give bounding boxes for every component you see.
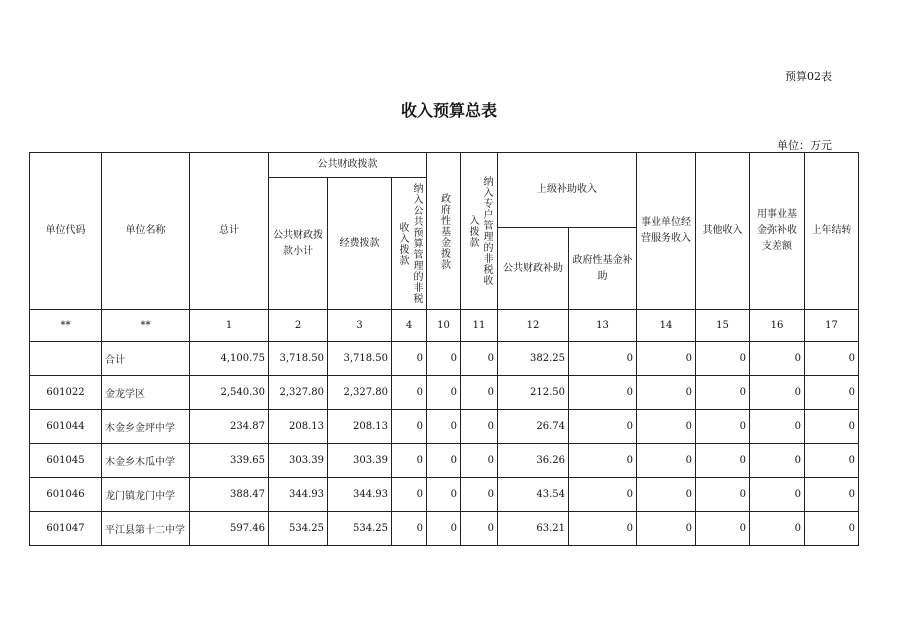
- table-number: 预算02表: [785, 70, 832, 83]
- cell-pf-funds: 344.93: [328, 478, 392, 512]
- cell-unit-name: 龙门镇龙门中学: [102, 478, 190, 512]
- column-index-cell: **: [30, 310, 102, 342]
- cell-nontax: 0: [392, 444, 427, 478]
- cell-pf-subtotal: 2,327.80: [269, 376, 328, 410]
- cell-enterprise-service: 0: [637, 410, 696, 444]
- column-index-cell: 15: [696, 310, 750, 342]
- cell-other-income: 0: [696, 410, 750, 444]
- header-fund-balance: 用事业基金弥补收支差额: [750, 153, 805, 310]
- table-row: [30, 342, 859, 376]
- cell-special-account: 0: [461, 512, 498, 546]
- cell-ss-gov-fund: 0: [569, 342, 637, 376]
- cell-pf-funds: 303.39: [328, 444, 392, 478]
- cell-other-income: 0: [696, 512, 750, 546]
- cell-ss-public: 212.50: [498, 376, 569, 410]
- cell-nontax: 0: [392, 376, 427, 410]
- unit-label: 单位：万元: [777, 139, 832, 152]
- column-index-cell: 17: [805, 310, 859, 342]
- cell-pf-subtotal: 3,718.50: [269, 342, 328, 376]
- cell-other-income: 0: [696, 444, 750, 478]
- header-special-account: 纳入专户管理的非税收入拨款: [467, 176, 493, 286]
- cell-gov-fund: 0: [427, 512, 461, 546]
- cell-gov-fund: 0: [427, 376, 461, 410]
- cell-ss-gov-fund: 0: [569, 478, 637, 512]
- cell-unit-name: 木金乡金坪中学: [102, 410, 190, 444]
- header-gov-fund: 政府性基金拨款: [438, 192, 450, 270]
- cell-prev-balance: 0: [805, 342, 859, 376]
- cell-nontax: 0: [392, 342, 427, 376]
- cell-fund-balance: 0: [750, 478, 805, 512]
- cell-pf-subtotal: 534.25: [269, 512, 328, 546]
- cell-prev-balance: 0: [805, 478, 859, 512]
- cell-prev-balance: 0: [805, 376, 859, 410]
- cell-nontax: 0: [392, 512, 427, 546]
- cell-unit-name: 木金乡木瓜中学: [102, 444, 190, 478]
- header-row-1: [30, 153, 859, 178]
- column-index-cell: 11: [461, 310, 498, 342]
- cell-ss-gov-fund: 0: [569, 512, 637, 546]
- header-ss-public: 公共财政补助: [498, 228, 569, 310]
- cell-gov-fund: 0: [427, 478, 461, 512]
- cell-enterprise-service: 0: [637, 478, 696, 512]
- cell-ss-public: 382.25: [498, 342, 569, 376]
- column-index-cell: 4: [392, 310, 427, 342]
- cell-unit-code: 601047: [30, 512, 102, 546]
- cell-prev-balance: 0: [805, 444, 859, 478]
- table-row: [30, 376, 859, 410]
- column-index-cell: 10: [427, 310, 461, 342]
- header-special-account-cell: [461, 153, 498, 310]
- cell-unit-code: 601044: [30, 410, 102, 444]
- cell-pf-funds: 208.13: [328, 410, 392, 444]
- cell-total: 2,540.30: [190, 376, 269, 410]
- cell-unit-code: 601045: [30, 444, 102, 478]
- cell-other-income: 0: [696, 376, 750, 410]
- cell-fund-balance: 0: [750, 444, 805, 478]
- header-pf-subtotal: 公共财政拨款小计: [269, 178, 328, 310]
- cell-enterprise-service: 0: [637, 342, 696, 376]
- column-index-cell: 1: [190, 310, 269, 342]
- cell-pf-funds: 3,718.50: [328, 342, 392, 376]
- cell-special-account: 0: [461, 342, 498, 376]
- cell-ss-public: 36.26: [498, 444, 569, 478]
- header-total: 总计: [190, 153, 269, 310]
- cell-ss-gov-fund: 0: [569, 444, 637, 478]
- column-index-row: [30, 310, 859, 342]
- header-unit-name: 单位名称: [102, 153, 190, 310]
- column-index-cell: 14: [637, 310, 696, 342]
- column-index-cell: 13: [569, 310, 637, 342]
- cell-total: 234.87: [190, 410, 269, 444]
- table-row: [30, 410, 859, 444]
- column-index-cell: 3: [328, 310, 392, 342]
- cell-enterprise-service: 0: [637, 444, 696, 478]
- cell-nontax: 0: [392, 410, 427, 444]
- header-gov-fund-cell: [427, 153, 461, 310]
- table-row: [30, 512, 859, 546]
- cell-gov-fund: 0: [427, 444, 461, 478]
- header-unit-code: 单位代码: [30, 153, 102, 310]
- header-other-income: 其他收入: [696, 153, 750, 310]
- cell-special-account: 0: [461, 444, 498, 478]
- header-prev-balance: 上年结转: [805, 153, 859, 310]
- table-row: [30, 478, 859, 512]
- cell-total: 4,100.75: [190, 342, 269, 376]
- cell-special-account: 0: [461, 410, 498, 444]
- cell-fund-balance: 0: [750, 342, 805, 376]
- cell-fund-balance: 0: [750, 512, 805, 546]
- header-public-finance: 公共财政拨款: [269, 153, 427, 178]
- cell-other-income: 0: [696, 478, 750, 512]
- cell-other-income: 0: [696, 342, 750, 376]
- cell-unit-code: 601022: [30, 376, 102, 410]
- cell-unit-code: [30, 342, 102, 376]
- cell-prev-balance: 0: [805, 410, 859, 444]
- column-index-cell: 12: [498, 310, 569, 342]
- cell-pf-subtotal: 208.13: [269, 410, 328, 444]
- cell-unit-name: 平江县第十二中学: [102, 512, 190, 546]
- column-index-cell: 16: [750, 310, 805, 342]
- header-superior-subsidy: 上级补助收入: [498, 153, 637, 228]
- header-nontax: 纳入公共预算管理的非税收入拨款: [397, 183, 422, 304]
- cell-ss-public: 43.54: [498, 478, 569, 512]
- cell-enterprise-service: 0: [637, 376, 696, 410]
- cell-pf-subtotal: 344.93: [269, 478, 328, 512]
- cell-special-account: 0: [461, 376, 498, 410]
- cell-total: 388.47: [190, 478, 269, 512]
- cell-pf-funds: 2,327.80: [328, 376, 392, 410]
- cell-fund-balance: 0: [750, 376, 805, 410]
- page-title: 收入预算总表: [400, 101, 497, 120]
- cell-enterprise-service: 0: [637, 512, 696, 546]
- cell-total: 597.46: [190, 512, 269, 546]
- cell-ss-gov-fund: 0: [569, 376, 637, 410]
- budget-table: [29, 152, 859, 546]
- cell-total: 339.65: [190, 444, 269, 478]
- cell-special-account: 0: [461, 478, 498, 512]
- header-nontax-cell: [392, 178, 427, 310]
- cell-nontax: 0: [392, 478, 427, 512]
- header-ss-gov-fund: 政府性基金补助: [569, 228, 637, 310]
- cell-unit-name: 金龙学区: [102, 376, 190, 410]
- cell-gov-fund: 0: [427, 410, 461, 444]
- cell-unit-code: 601046: [30, 478, 102, 512]
- cell-pf-funds: 534.25: [328, 512, 392, 546]
- cell-fund-balance: 0: [750, 410, 805, 444]
- cell-ss-gov-fund: 0: [569, 410, 637, 444]
- cell-prev-balance: 0: [805, 512, 859, 546]
- cell-gov-fund: 0: [427, 342, 461, 376]
- column-index-cell: 2: [269, 310, 328, 342]
- header-enterprise-service: 事业单位经营服务收入: [637, 153, 696, 310]
- cell-ss-public: 63.21: [498, 512, 569, 546]
- table-row: [30, 444, 859, 478]
- column-index-cell: **: [102, 310, 190, 342]
- cell-unit-name: 合计: [102, 342, 190, 376]
- header-pf-funds: 经费拨款: [328, 178, 392, 310]
- cell-ss-public: 26.74: [498, 410, 569, 444]
- cell-pf-subtotal: 303.39: [269, 444, 328, 478]
